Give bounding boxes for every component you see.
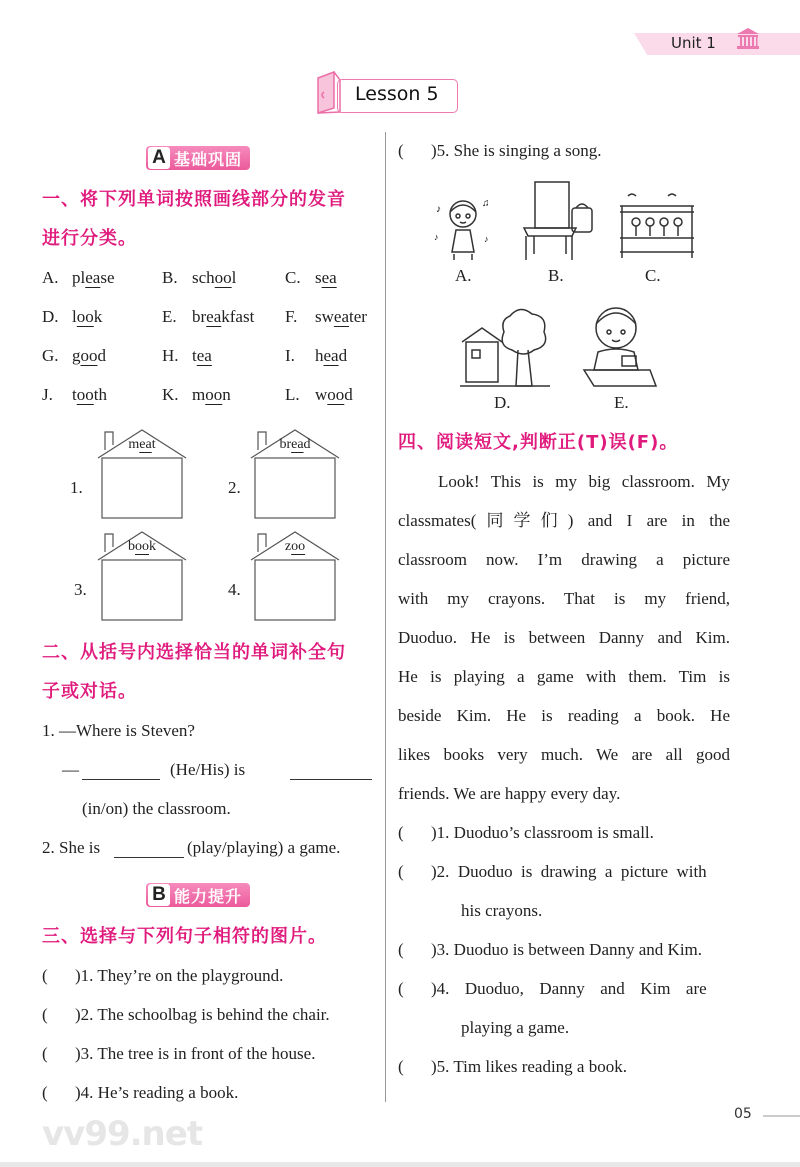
word-pre: t xyxy=(72,385,77,404)
word-underlined-part: oo xyxy=(135,539,149,554)
q4-heading: 四、阅读短文,判断正(T)误(F)。 xyxy=(398,432,679,453)
house-box[interactable] xyxy=(97,530,187,622)
word-pre: w xyxy=(315,385,328,404)
word-pre: h xyxy=(315,346,324,365)
unit-label: Unit 1 xyxy=(671,34,716,52)
answer-bracket[interactable]: ( xyxy=(42,1005,48,1024)
section-title: 基础巩固 xyxy=(174,149,243,169)
q4-item-text: 2. Duoduo is drawing a picture with xyxy=(436,862,707,881)
word-post: kfast xyxy=(221,307,255,326)
q4-item-text: 4. Duoduo, Danny and Kim are xyxy=(436,979,707,998)
svg-text:♪: ♪ xyxy=(436,204,441,215)
q4-item xyxy=(398,930,702,969)
blank-1[interactable] xyxy=(82,779,160,780)
answer-bracket-close: ) xyxy=(75,1044,81,1063)
q3-item xyxy=(42,1034,315,1073)
house-box[interactable] xyxy=(250,428,340,520)
q2-item2-options: (play/playing) a game. xyxy=(187,838,341,857)
picture-a-girl-singing xyxy=(432,192,494,262)
word-post: k xyxy=(93,307,103,326)
word-underlined-part: oo xyxy=(214,268,232,287)
word-option xyxy=(162,297,254,336)
passage-line: Look! This is my big classroom. My xyxy=(438,472,730,491)
answer-bracket[interactable]: ( xyxy=(42,1044,48,1063)
q3-item xyxy=(42,1073,238,1112)
word-underlined-part: ea xyxy=(333,307,349,326)
unit-tab xyxy=(634,33,800,55)
q3-item xyxy=(398,131,601,170)
word-pre: z xyxy=(284,539,292,554)
passage-line: with my crayons. That is my friend, xyxy=(398,589,730,608)
word-option xyxy=(162,336,212,375)
word-post: d xyxy=(97,346,106,365)
picture-label: C. xyxy=(645,266,661,285)
blank-2[interactable] xyxy=(290,779,372,780)
word-pre: sw xyxy=(315,307,334,326)
word-pre: s xyxy=(315,268,322,287)
passage-line: Duoduo. He is between Danny and Kim. xyxy=(398,628,730,647)
answer-bracket-close: ) xyxy=(75,1083,81,1102)
column-divider xyxy=(385,132,386,1102)
building-icon xyxy=(735,26,761,52)
option-label: D. xyxy=(42,307,59,326)
word-underlined-part: oo xyxy=(291,539,306,554)
word-pre: b xyxy=(128,539,135,554)
word-post: th xyxy=(93,385,107,404)
svg-text:♪: ♪ xyxy=(434,232,439,242)
q3-item-text: 3. The tree is in front of the house. xyxy=(80,1044,316,1063)
word-option xyxy=(285,297,367,336)
house-box[interactable] xyxy=(250,530,340,622)
watermark: vv99.net xyxy=(42,1114,203,1154)
picture-label: A. xyxy=(455,266,472,285)
q3-item-text: 1. They’re on the playground. xyxy=(80,966,284,985)
picture-label: B. xyxy=(548,266,564,285)
page-number: 05 xyxy=(734,1106,752,1122)
word-post: k xyxy=(149,539,156,554)
word-underlined-part: ea xyxy=(139,437,152,452)
word-post: ter xyxy=(349,307,367,326)
section-letter: B xyxy=(148,884,170,906)
word-pre: br xyxy=(192,307,207,326)
svg-text:♪: ♪ xyxy=(484,234,489,244)
house-number: 3. xyxy=(74,580,87,599)
answer-bracket-close: ) xyxy=(75,1005,81,1024)
option-label: G. xyxy=(42,346,59,365)
section-title: 能力提升 xyxy=(174,886,243,906)
passage-line: likes books very much. We are all good xyxy=(398,745,730,764)
q1-heading-cont: 进行分类。 xyxy=(42,228,137,249)
house-word xyxy=(97,437,187,453)
word-underlined-part: ea xyxy=(85,268,101,287)
answer-bracket[interactable]: ( xyxy=(398,979,404,998)
word-underlined-part: oo xyxy=(205,385,223,404)
picture-label: E. xyxy=(614,393,629,412)
picture-e-boy-reading xyxy=(582,300,658,390)
word-pre: g xyxy=(72,346,81,365)
picture-b-chair-schoolbag xyxy=(520,180,598,262)
option-label: C. xyxy=(285,268,301,287)
picture-d-tree-house xyxy=(460,306,550,390)
answer-bracket[interactable]: ( xyxy=(398,862,404,881)
option-label: J. xyxy=(42,385,53,404)
q4-item xyxy=(398,852,707,891)
option-label: H. xyxy=(162,346,179,365)
house-number: 1. xyxy=(70,478,83,497)
page-number-rule xyxy=(763,1115,800,1117)
word-option xyxy=(285,258,337,297)
q3-heading: 三、选择与下列句子相符的图片。 xyxy=(42,926,327,947)
passage-line: He is playing a game with them. Tim is xyxy=(398,667,730,686)
word-underlined-part: oo xyxy=(76,385,94,404)
q4-item xyxy=(398,813,654,852)
q4-item-text: 3. Duoduo is between Danny and Kim. xyxy=(436,940,703,959)
word-option xyxy=(285,336,347,375)
word-pre: l xyxy=(72,307,77,326)
answer-bracket-close: ) xyxy=(431,862,437,881)
word-post: n xyxy=(222,385,231,404)
word-option xyxy=(42,297,102,336)
word-underlined-part: oo xyxy=(80,346,98,365)
word-option xyxy=(42,336,106,375)
answer-bracket[interactable]: ( xyxy=(398,141,404,160)
word-pre: t xyxy=(192,346,197,365)
word-pre: pl xyxy=(72,268,86,287)
answer-bracket[interactable]: ( xyxy=(42,966,48,985)
house-number: 2. xyxy=(228,478,241,497)
option-label: K. xyxy=(162,385,179,404)
answer-bracket-close: ) xyxy=(431,979,437,998)
q2-item1-dash: — xyxy=(62,760,79,779)
answer-bracket-close: ) xyxy=(431,141,437,160)
page-bottom-edge xyxy=(0,1162,800,1167)
word-option xyxy=(285,375,353,414)
q2-heading-cont: 子或对话。 xyxy=(42,681,137,702)
section-b-badge xyxy=(146,883,250,907)
word-pre: m xyxy=(192,385,206,404)
word-option xyxy=(42,258,115,297)
house-word xyxy=(97,539,187,555)
picture-c-playground xyxy=(618,192,696,260)
q4-item-text: 5. Tim likes reading a book. xyxy=(436,1057,627,1076)
q3-item xyxy=(42,956,283,995)
word-underlined-part: ea xyxy=(206,307,222,326)
word-underlined-part: ea xyxy=(291,437,304,452)
q2-item1-cont: (in/on) the classroom. xyxy=(82,799,231,818)
option-label: I. xyxy=(285,346,295,365)
lesson-title: Lesson 5 xyxy=(355,83,439,105)
q1-heading: 一、将下列单词按照画线部分的发音 xyxy=(42,189,346,210)
passage-line: beside Kim. He is reading a book. He xyxy=(398,706,730,725)
q4-item-cont: playing a game. xyxy=(461,1018,570,1037)
answer-bracket[interactable]: ( xyxy=(398,823,404,842)
q3-item xyxy=(42,995,330,1034)
passage-line: classmates(同学们) and I are in the xyxy=(398,511,730,530)
word-underlined-part: oo xyxy=(76,307,94,326)
section-a-badge xyxy=(146,146,250,170)
word-post: se xyxy=(100,268,115,287)
q3-item-text: 5. She is singing a song. xyxy=(436,141,602,160)
word-post: t xyxy=(151,437,156,452)
word-pre: m xyxy=(128,437,140,452)
q4-item xyxy=(398,969,707,1008)
word-underlined-part: ea xyxy=(321,268,337,287)
word-underlined-part: ea xyxy=(323,346,339,365)
passage-line: classroom now. I’m drawing a picture xyxy=(398,550,730,569)
word-option xyxy=(162,375,231,414)
picture-label: D. xyxy=(494,393,511,412)
q2-heading: 二、从括号内选择恰当的单词补全句 xyxy=(42,642,346,663)
answer-bracket[interactable]: ( xyxy=(42,1083,48,1102)
house-word xyxy=(250,539,340,555)
option-label: E. xyxy=(162,307,177,326)
svg-text:♫: ♫ xyxy=(482,198,490,209)
word-post: d xyxy=(303,437,311,452)
word-option xyxy=(162,258,236,297)
section-letter: A xyxy=(148,147,170,169)
word-underlined-part: oo xyxy=(327,385,345,404)
word-pre: br xyxy=(279,437,292,452)
word-pre: sch xyxy=(192,268,215,287)
q3-item-text: 2. The schoolbag is behind the chair. xyxy=(80,1005,330,1024)
answer-bracket-close: ) xyxy=(431,1057,437,1076)
blank-3[interactable] xyxy=(114,857,184,858)
option-label: B. xyxy=(162,268,178,287)
q2-item2: 2. She is xyxy=(42,838,101,857)
word-post: l xyxy=(231,268,237,287)
q4-item xyxy=(398,1047,627,1086)
word-option xyxy=(42,375,107,414)
option-label: L. xyxy=(285,385,300,404)
house-number: 4. xyxy=(228,580,241,599)
answer-bracket-close: ) xyxy=(75,966,81,985)
answer-bracket[interactable]: ( xyxy=(398,1057,404,1076)
house-box[interactable] xyxy=(97,428,187,520)
answer-bracket-close: ) xyxy=(431,823,437,842)
passage-line: friends. We are happy every day. xyxy=(398,784,621,803)
q2-item1-options: (He/His) is xyxy=(170,760,246,779)
q4-item-text: 1. Duoduo’s classroom is small. xyxy=(436,823,654,842)
q4-item-cont: his crayons. xyxy=(461,901,543,920)
q3-item-text: 4. He’s reading a book. xyxy=(80,1083,239,1102)
house-word xyxy=(250,437,340,453)
option-label: A. xyxy=(42,268,59,287)
word-post: d xyxy=(344,385,353,404)
answer-bracket-close: ) xyxy=(431,940,437,959)
q2-item1: 1. —Where is Steven? xyxy=(42,721,195,740)
answer-bracket[interactable]: ( xyxy=(398,940,404,959)
word-post: d xyxy=(338,346,348,365)
option-label: F. xyxy=(285,307,298,326)
word-underlined-part: ea xyxy=(196,346,212,365)
